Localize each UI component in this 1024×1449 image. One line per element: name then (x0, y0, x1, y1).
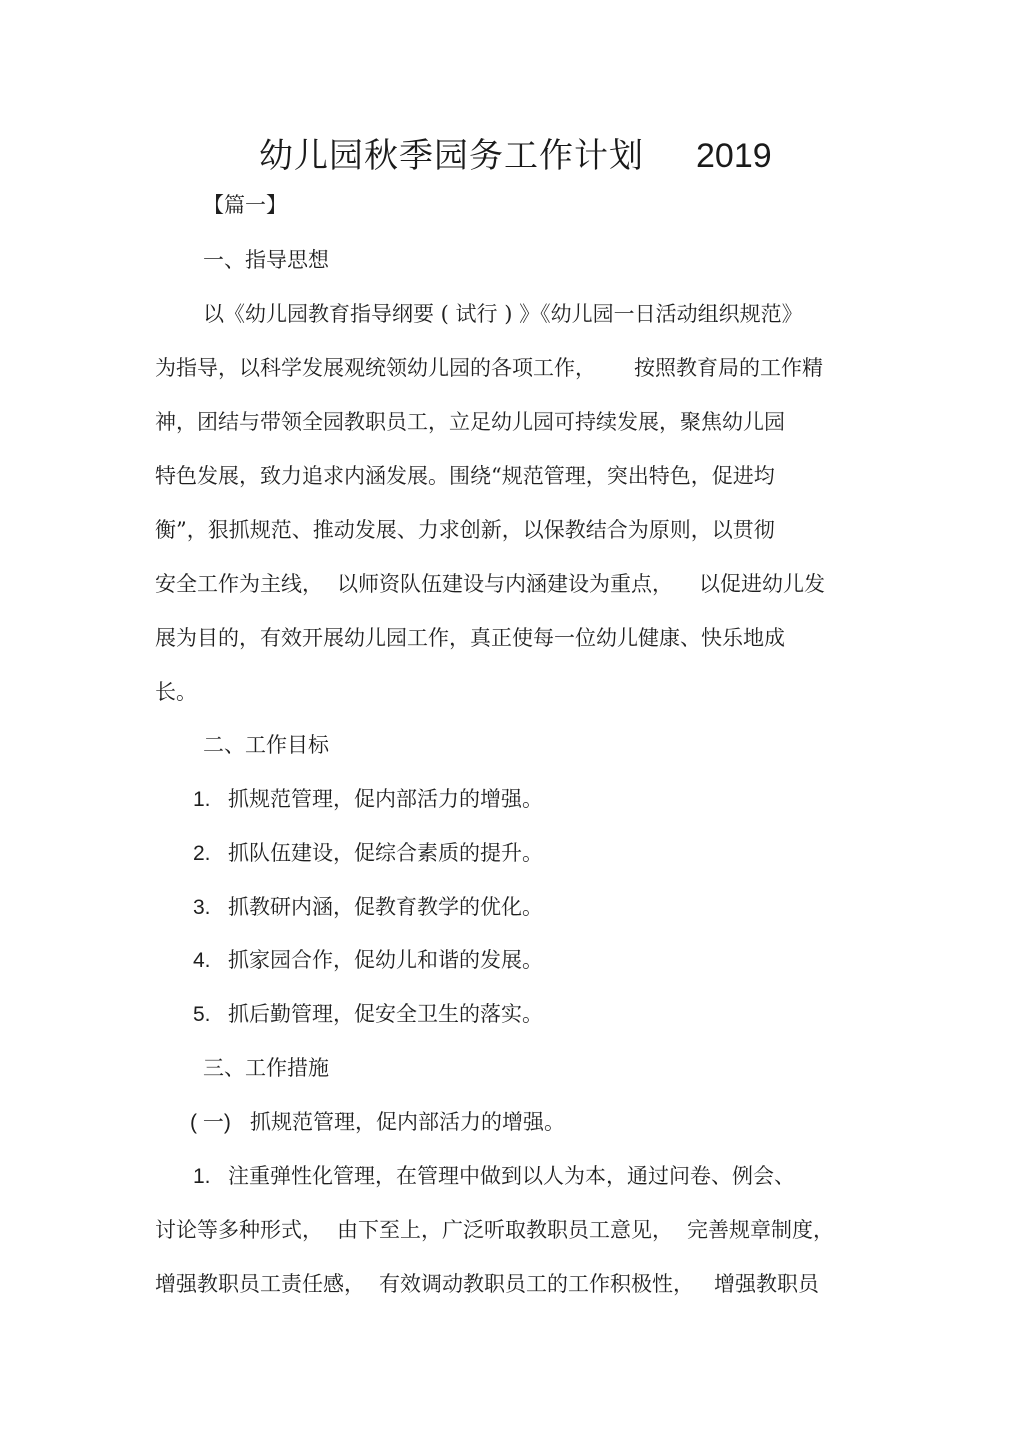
measure-number: 1. (193, 1165, 211, 1188)
paragraph-segment: 安全工作为主线， (155, 572, 323, 596)
paragraph-line (155, 1266, 819, 1302)
measure-text: 注重弹性化管理，在管理中做到以人为本，通过问卷、例会、 (228, 1164, 795, 1188)
paragraph-line: 长。 (155, 680, 197, 704)
title-text: 幼儿园秋季园务工作计划 (259, 136, 644, 176)
paragraph-line: 展为目的，有效开展幼儿园工作，真正使每一位幼儿健康、快乐地成 (155, 626, 785, 650)
title-year: 2019 (696, 137, 772, 175)
goal-text: 抓后勤管理，促安全卫生的落实。 (228, 1002, 543, 1026)
goal-number: 1. (193, 788, 211, 811)
part-label: 【篇一】 (203, 193, 287, 217)
section-heading-2: 二、工作目标 (203, 733, 329, 757)
paragraph-segment: 增强教职员工责任感， (155, 1272, 365, 1296)
paragraph-segment: 以师资队伍建设与内涵建设为重点， (337, 572, 673, 596)
paragraph-line: 衡”，狠抓规范、推动发展、力求创新，以保教结合为原则，以贯彻 (155, 518, 775, 542)
goal-item (193, 996, 543, 1033)
goal-number: 2. (193, 842, 211, 865)
paragraph-line (155, 1212, 834, 1248)
goal-number: 4. (193, 949, 211, 972)
goal-text: 抓队伍建设，促综合素质的提升。 (228, 841, 543, 865)
paragraph-segment: 讨论等多种形式， (155, 1218, 323, 1242)
goal-item (193, 781, 543, 818)
goal-text: 抓教研内涵，促教育教学的优化。 (228, 895, 543, 919)
paragraph-line (155, 350, 823, 386)
section-heading-1: 一、指导思想 (203, 248, 329, 272)
subsection-heading (190, 1104, 565, 1141)
paragraph-segment: 以促进幼儿发 (699, 572, 825, 596)
paragraph-segment: 由下至上，广泛听取教职员工意见， (337, 1218, 673, 1242)
paragraph-segment: 增强教职员 (714, 1272, 819, 1296)
goal-item (193, 889, 543, 926)
goal-text: 抓规范管理，促内部活力的增强。 (228, 787, 543, 811)
paragraph-segment: 有效调动教职员工的工作积极性， (379, 1272, 694, 1296)
document-title (259, 128, 772, 184)
subsection-number: ( 一) (190, 1111, 231, 1134)
subsection-text: 抓规范管理，促内部活力的增强。 (250, 1110, 565, 1134)
paragraph-line: 以《幼儿园教育指导纲要 ( 试行 ) 》《幼儿园一日活动组织规范》 (203, 302, 803, 326)
paragraph-segment: 为指导，以科学发展观统领幼儿园的各项工作， (155, 356, 596, 380)
goal-text: 抓家园合作，促幼儿和谐的发展。 (228, 948, 543, 972)
paragraph-segment: 按照教育局的工作精 (634, 356, 823, 380)
paragraph-line: 神，团结与带领全园教职员工，立足幼儿园可持续发展，聚焦幼儿园 (155, 410, 785, 434)
section-heading-3: 三、工作措施 (203, 1056, 329, 1080)
goal-number: 5. (193, 1003, 211, 1026)
goal-item (193, 835, 543, 872)
goal-number: 3. (193, 896, 211, 919)
paragraph-segment: 完善规章制度， (687, 1218, 834, 1242)
paragraph-line: 特色发展，致力追求内涵发展。围绕“规范管理，突出特色，促进均 (155, 464, 775, 488)
goal-item (193, 942, 543, 979)
paragraph-line (155, 566, 825, 602)
measure-item (193, 1158, 795, 1195)
